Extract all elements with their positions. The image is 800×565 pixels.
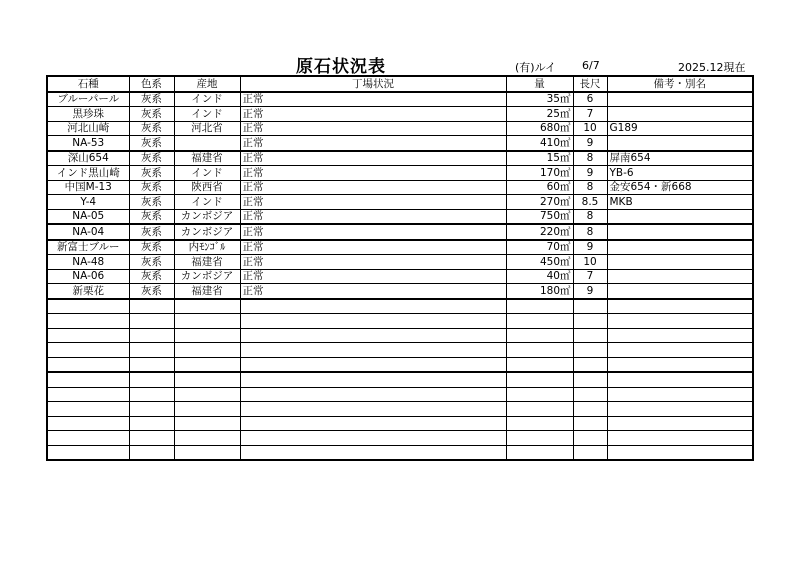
cell-status xyxy=(240,372,506,387)
cell-length: 9 xyxy=(573,240,607,255)
cell-length xyxy=(573,445,607,460)
company-name: (有)ルイ xyxy=(515,61,557,74)
cell-status: 正常 xyxy=(240,195,506,210)
cell-note xyxy=(607,357,753,372)
empty-row xyxy=(47,314,753,329)
cell-status xyxy=(240,343,506,358)
cell-note xyxy=(607,255,753,270)
cell-stone: 黒珍珠 xyxy=(47,107,129,122)
cell-color: 灰系 xyxy=(129,166,174,181)
empty-row xyxy=(47,343,753,358)
cell-stone: インド黒山崎 xyxy=(47,166,129,181)
table-row xyxy=(47,180,753,195)
cell-origin xyxy=(174,416,240,431)
cell-origin: 河北省 xyxy=(174,121,240,136)
cell-color: 灰系 xyxy=(129,180,174,195)
empty-row xyxy=(47,372,753,387)
table-row xyxy=(47,121,753,136)
cell-stone: NA-48 xyxy=(47,255,129,270)
cell-stone: NA-53 xyxy=(47,136,129,151)
cell-origin xyxy=(174,445,240,460)
col-header-color: 色系 xyxy=(129,76,174,92)
cell-status xyxy=(240,445,506,460)
cell-note xyxy=(607,269,753,284)
cell-color: 灰系 xyxy=(129,209,174,224)
cell-length: 8.5 xyxy=(573,195,607,210)
empty-row xyxy=(47,416,753,431)
cell-length: 8 xyxy=(573,151,607,166)
cell-origin xyxy=(174,431,240,446)
cell-length: 7 xyxy=(573,107,607,122)
cell-stone xyxy=(47,402,129,417)
cell-quantity: 170㎥ xyxy=(506,166,573,181)
cell-length xyxy=(573,299,607,314)
empty-row xyxy=(47,387,753,402)
cell-color xyxy=(129,387,174,402)
cell-origin: 陝西省 xyxy=(174,180,240,195)
cell-note xyxy=(607,209,753,224)
cell-stone xyxy=(47,387,129,402)
cell-origin xyxy=(174,402,240,417)
cell-quantity: 680㎥ xyxy=(506,121,573,136)
col-header-origin: 産地 xyxy=(174,76,240,92)
table-row xyxy=(47,224,753,240)
cell-quantity xyxy=(506,372,573,387)
cell-note xyxy=(607,92,753,107)
cell-note xyxy=(607,240,753,255)
cell-color xyxy=(129,431,174,446)
cell-status: 正常 xyxy=(240,284,506,299)
cell-origin xyxy=(174,136,240,151)
empty-row xyxy=(47,328,753,343)
cell-quantity: 450㎥ xyxy=(506,255,573,270)
cell-quantity xyxy=(506,431,573,446)
cell-stone: Y-4 xyxy=(47,195,129,210)
cell-note: YB-6 xyxy=(607,166,753,181)
as-of-date: 2025.12現在 xyxy=(678,61,746,74)
cell-quantity: 60㎥ xyxy=(506,180,573,195)
col-header-quantity: 量 xyxy=(506,76,573,92)
table-row xyxy=(47,240,753,255)
cell-color: 灰系 xyxy=(129,284,174,299)
cell-note xyxy=(607,284,753,299)
cell-status: 正常 xyxy=(240,224,506,240)
cell-origin: カンボジア xyxy=(174,209,240,224)
cell-color: 灰系 xyxy=(129,151,174,166)
cell-origin xyxy=(174,343,240,358)
cell-color xyxy=(129,445,174,460)
cell-length: 8 xyxy=(573,224,607,240)
cell-note xyxy=(607,107,753,122)
cell-color xyxy=(129,299,174,314)
cell-note xyxy=(607,136,753,151)
cell-length: 10 xyxy=(573,121,607,136)
cell-color xyxy=(129,402,174,417)
cell-status: 正常 xyxy=(240,269,506,284)
cell-quantity xyxy=(506,387,573,402)
table-row xyxy=(47,136,753,151)
cell-length: 9 xyxy=(573,284,607,299)
cell-color: 灰系 xyxy=(129,107,174,122)
cell-stone: NA-04 xyxy=(47,224,129,240)
cell-origin xyxy=(174,328,240,343)
cell-status: 正常 xyxy=(240,240,506,255)
cell-length: 9 xyxy=(573,166,607,181)
cell-status xyxy=(240,357,506,372)
table-row xyxy=(47,255,753,270)
cell-length: 7 xyxy=(573,269,607,284)
cell-origin: インド xyxy=(174,166,240,181)
cell-color: 灰系 xyxy=(129,136,174,151)
cell-stone xyxy=(47,445,129,460)
cell-stone: NA-06 xyxy=(47,269,129,284)
table-row xyxy=(47,269,753,284)
empty-row xyxy=(47,445,753,460)
cell-status xyxy=(240,299,506,314)
cell-note xyxy=(607,416,753,431)
col-header-note: 備考・別名 xyxy=(607,76,753,92)
cell-stone: NA-05 xyxy=(47,209,129,224)
empty-row xyxy=(47,299,753,314)
cell-origin xyxy=(174,387,240,402)
table-body xyxy=(47,92,753,461)
cell-origin xyxy=(174,314,240,329)
cell-origin: インド xyxy=(174,107,240,122)
cell-length: 8 xyxy=(573,180,607,195)
cell-note xyxy=(607,445,753,460)
cell-origin xyxy=(174,372,240,387)
cell-color xyxy=(129,343,174,358)
empty-row xyxy=(47,402,753,417)
cell-color: 灰系 xyxy=(129,121,174,136)
cell-quantity: 35㎥ xyxy=(506,92,573,107)
cell-status xyxy=(240,402,506,417)
cell-origin xyxy=(174,357,240,372)
cell-quantity xyxy=(506,299,573,314)
cell-length: 6 xyxy=(573,92,607,107)
cell-quantity: 410㎥ xyxy=(506,136,573,151)
cell-length: 8 xyxy=(573,209,607,224)
cell-status xyxy=(240,431,506,446)
cell-status: 正常 xyxy=(240,92,506,107)
cell-quantity xyxy=(506,314,573,329)
table-row xyxy=(47,166,753,181)
cell-length xyxy=(573,372,607,387)
page-number: 6/7 xyxy=(582,59,600,72)
cell-quantity: 270㎥ xyxy=(506,195,573,210)
cell-origin: カンボジア xyxy=(174,224,240,240)
cell-origin: インド xyxy=(174,92,240,107)
cell-stone xyxy=(47,343,129,358)
cell-status xyxy=(240,416,506,431)
cell-length xyxy=(573,328,607,343)
cell-color xyxy=(129,372,174,387)
cell-note: 金安654・新668 xyxy=(607,180,753,195)
cell-origin: インド xyxy=(174,195,240,210)
stone-status-table xyxy=(46,75,754,461)
page-title: 原石状況表 xyxy=(296,57,386,77)
cell-status: 正常 xyxy=(240,121,506,136)
cell-origin xyxy=(174,299,240,314)
cell-quantity: 15㎥ xyxy=(506,151,573,166)
cell-color: 灰系 xyxy=(129,224,174,240)
cell-status: 正常 xyxy=(240,255,506,270)
cell-origin: 福建省 xyxy=(174,151,240,166)
cell-origin: 内ﾓﾝｺﾞﾙ xyxy=(174,240,240,255)
cell-stone xyxy=(47,299,129,314)
cell-length xyxy=(573,416,607,431)
cell-stone xyxy=(47,431,129,446)
col-header-status: 丁場状況 xyxy=(240,76,506,92)
cell-note xyxy=(607,299,753,314)
cell-length: 10 xyxy=(573,255,607,270)
cell-note xyxy=(607,224,753,240)
cell-note xyxy=(607,431,753,446)
cell-stone xyxy=(47,416,129,431)
cell-note xyxy=(607,402,753,417)
cell-stone: 新栗花 xyxy=(47,284,129,299)
cell-origin: 福建省 xyxy=(174,284,240,299)
cell-stone xyxy=(47,372,129,387)
cell-length xyxy=(573,343,607,358)
cell-stone: 新富士ブルー xyxy=(47,240,129,255)
cell-status: 正常 xyxy=(240,166,506,181)
cell-quantity xyxy=(506,343,573,358)
cell-length: 9 xyxy=(573,136,607,151)
cell-quantity: 180㎥ xyxy=(506,284,573,299)
cell-quantity xyxy=(506,328,573,343)
cell-stone: 深山654 xyxy=(47,151,129,166)
table-row xyxy=(47,284,753,299)
cell-length xyxy=(573,402,607,417)
cell-length xyxy=(573,314,607,329)
table-header-row xyxy=(47,76,753,92)
cell-length xyxy=(573,387,607,402)
cell-status: 正常 xyxy=(240,136,506,151)
cell-quantity xyxy=(506,416,573,431)
cell-status: 正常 xyxy=(240,180,506,195)
table-row xyxy=(47,107,753,122)
cell-origin: 福建省 xyxy=(174,255,240,270)
cell-color xyxy=(129,416,174,431)
empty-row xyxy=(47,431,753,446)
table-row xyxy=(47,92,753,107)
cell-note xyxy=(607,343,753,358)
cell-quantity: 40㎥ xyxy=(506,269,573,284)
cell-note: MKB xyxy=(607,195,753,210)
cell-stone: 河北山崎 xyxy=(47,121,129,136)
cell-color xyxy=(129,357,174,372)
cell-note xyxy=(607,328,753,343)
cell-quantity xyxy=(506,445,573,460)
cell-status xyxy=(240,314,506,329)
cell-color: 灰系 xyxy=(129,269,174,284)
cell-color: 灰系 xyxy=(129,240,174,255)
cell-note xyxy=(607,314,753,329)
cell-note xyxy=(607,372,753,387)
cell-quantity xyxy=(506,357,573,372)
cell-note xyxy=(607,387,753,402)
cell-status xyxy=(240,328,506,343)
cell-quantity: 70㎥ xyxy=(506,240,573,255)
cell-color xyxy=(129,314,174,329)
cell-stone xyxy=(47,328,129,343)
cell-color: 灰系 xyxy=(129,92,174,107)
table-row xyxy=(47,209,753,224)
cell-origin: カンボジア xyxy=(174,269,240,284)
col-header-length: 長尺 xyxy=(573,76,607,92)
cell-status: 正常 xyxy=(240,151,506,166)
cell-status xyxy=(240,387,506,402)
cell-status: 正常 xyxy=(240,107,506,122)
empty-row xyxy=(47,357,753,372)
cell-quantity xyxy=(506,402,573,417)
table-row xyxy=(47,151,753,166)
cell-color: 灰系 xyxy=(129,195,174,210)
cell-stone xyxy=(47,314,129,329)
table-row xyxy=(47,195,753,210)
cell-stone xyxy=(47,357,129,372)
cell-quantity: 25㎥ xyxy=(506,107,573,122)
cell-quantity: 220㎥ xyxy=(506,224,573,240)
cell-note: G189 xyxy=(607,121,753,136)
cell-status: 正常 xyxy=(240,209,506,224)
col-header-stone: 石種 xyxy=(47,76,129,92)
cell-quantity: 750㎥ xyxy=(506,209,573,224)
cell-color xyxy=(129,328,174,343)
cell-color: 灰系 xyxy=(129,255,174,270)
cell-stone: 中国M-13 xyxy=(47,180,129,195)
cell-length xyxy=(573,431,607,446)
cell-note: 屏南654 xyxy=(607,151,753,166)
cell-stone: ブルーパール xyxy=(47,92,129,107)
cell-length xyxy=(573,357,607,372)
